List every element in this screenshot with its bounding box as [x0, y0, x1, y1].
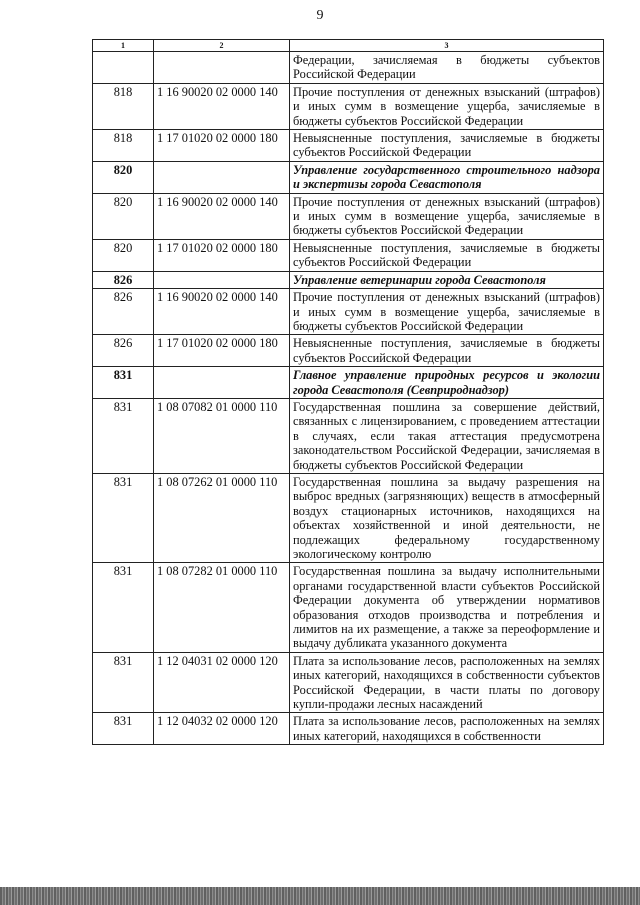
agency-heading-row [93, 161, 604, 193]
admin-code-cell: 831 [93, 398, 154, 473]
description-cell: Федерации, зачисляемая в бюджеты субъектов Российской Федерации [290, 52, 604, 84]
budget-code-cell: 1 17 01020 02 0000 180 [154, 130, 290, 162]
column-header-3: 3 [290, 40, 604, 52]
table-row [93, 713, 604, 745]
agency-name-cell: Главное управление природных ресурсов и экологии города Севастополя (Севприроднадзор) [290, 367, 604, 399]
budget-code-cell: 1 16 90020 02 0000 140 [154, 83, 290, 129]
admin-code-cell: 831 [93, 563, 154, 652]
column-header-2: 2 [154, 40, 290, 52]
budget-code-cell: 1 08 07082 01 0000 110 [154, 398, 290, 473]
agency-name-cell: Управление ветеринарии города Севастополя [290, 271, 604, 288]
description-cell: Плата за использование лесов, расположенных на землях иных категорий, находящихся в собственности [290, 713, 604, 745]
admin-code-cell: 826 [93, 271, 154, 288]
description-cell: Прочие поступления от денежных взысканий (штрафов) и иных сумм в возмещение ущерба, зачисляемые в бюджеты субъектов Российской Федерации [290, 83, 604, 129]
admin-code-cell: 820 [93, 161, 154, 193]
budget-code-cell: 1 12 04032 02 0000 120 [154, 713, 290, 745]
page-number: 9 [316, 8, 324, 23]
admin-code-cell: 820 [93, 193, 154, 239]
table-row [93, 563, 604, 652]
table-row [93, 473, 604, 562]
description-cell: Плата за использование лесов, расположенных на землях иных категорий, находящихся в собственности субъектов Российской Федерации, в части платы по договору купли-продажи лесных насаждений [290, 652, 604, 713]
table-row [93, 130, 604, 162]
budget-code-cell: 1 08 07282 01 0000 110 [154, 563, 290, 652]
admin-code-cell: 831 [93, 713, 154, 745]
table-row [93, 52, 604, 84]
table-row [93, 398, 604, 473]
budget-code-cell [154, 52, 290, 84]
table-row [93, 652, 604, 713]
admin-code-cell: 818 [93, 130, 154, 162]
description-cell: Государственная пошлина за выдачу разрешения на выброс вредных (загрязняющих) веществ в атмосферный воздух стационарных источников, находящихся на объектах хозяйственной и иной деятельности, не подлежащих федеральному государственному экологическому контролю [290, 473, 604, 562]
budget-code-cell [154, 367, 290, 399]
budget-code-cell: 1 17 01020 02 0000 180 [154, 335, 290, 367]
description-cell: Невыясненные поступления, зачисляемые в бюджеты субъектов Российской Федерации [290, 239, 604, 271]
column-header-1: 1 [93, 40, 154, 52]
budget-code-cell: 1 12 04031 02 0000 120 [154, 652, 290, 713]
budget-code-cell [154, 161, 290, 193]
admin-code-cell: 831 [93, 367, 154, 399]
description-cell: Прочие поступления от денежных взысканий (штрафов) и иных сумм в возмещение ущерба, зачисляемые в бюджеты субъектов Российской Федерации [290, 193, 604, 239]
budget-code-cell: 1 16 90020 02 0000 140 [154, 289, 290, 335]
scan-artifact-strip [0, 887, 640, 905]
table-row [93, 83, 604, 129]
description-cell: Государственная пошлина за совершение действий, связанных с лицензированием, с проведением аттестации в случаях, если такая аттестация предусмотрена законодательством Российской Федерации, зачисляемая в бюджеты субъектов Российской Федерации [290, 398, 604, 473]
budget-code-cell: 1 16 90020 02 0000 140 [154, 193, 290, 239]
table-row [93, 239, 604, 271]
table-row [93, 289, 604, 335]
admin-code-cell [93, 52, 154, 84]
admin-code-cell: 826 [93, 289, 154, 335]
table-header-row [93, 40, 604, 52]
description-cell: Прочие поступления от денежных взысканий (штрафов) и иных сумм в возмещение ущерба, зачисляемые в бюджеты субъектов Российской Федерации [290, 289, 604, 335]
budget-code-cell: 1 17 01020 02 0000 180 [154, 239, 290, 271]
admin-code-cell: 820 [93, 239, 154, 271]
admin-code-cell: 826 [93, 335, 154, 367]
description-cell: Невыясненные поступления, зачисляемые в бюджеты субъектов Российской Федерации [290, 335, 604, 367]
table-row [93, 335, 604, 367]
admin-code-cell: 831 [93, 473, 154, 562]
table-row [93, 193, 604, 239]
admin-code-cell: 818 [93, 83, 154, 129]
budget-code-cell: 1 08 07262 01 0000 110 [154, 473, 290, 562]
revenue-codes-table [92, 39, 604, 745]
budget-code-cell [154, 271, 290, 288]
description-cell: Государственная пошлина за выдачу исполнительными органами государственной власти субъектов Российской Федерации документа об утверждении нормативов образования отходов производства и потребления и лимитов на их размещение, а также за переоформление и выдачу дубликата указанного документа [290, 563, 604, 652]
description-cell: Невыясненные поступления, зачисляемые в бюджеты субъектов Российской Федерации [290, 130, 604, 162]
agency-heading-row [93, 367, 604, 399]
agency-name-cell: Управление государственного строительного надзора и экспертизы города Севастополя [290, 161, 604, 193]
agency-heading-row [93, 271, 604, 288]
admin-code-cell: 831 [93, 652, 154, 713]
